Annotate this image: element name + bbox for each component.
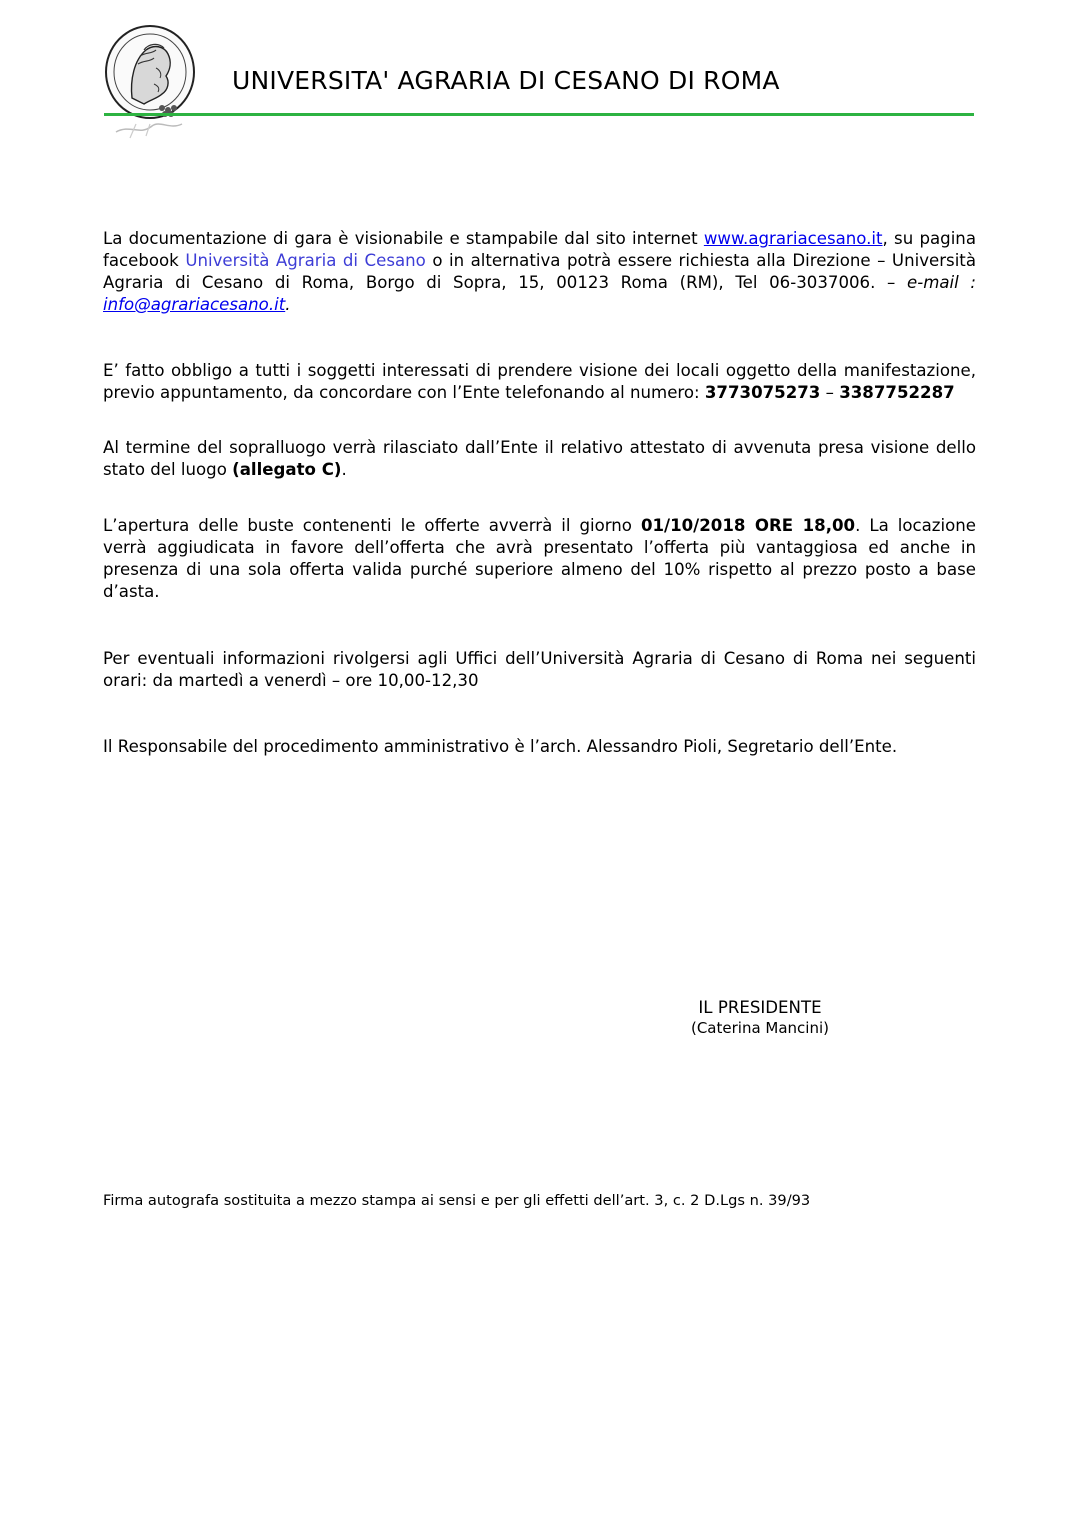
university-seal-logo — [100, 20, 200, 144]
website-link[interactable]: www.agrariacesano.it — [703, 229, 883, 248]
paragraph-inspection-certificate: Al termine del sopralluogo verrà rilasciato dall’Ente il relativo attestato di avvenuta presa visione dello stato del luogo (allegato C). — [103, 438, 976, 479]
phone-number-1: 3773075273 — [704, 383, 821, 402]
email-label: e-mail : — [907, 273, 976, 292]
facebook-page-link[interactable]: Università Agraria di Cesano — [185, 251, 426, 270]
signature-role: IL PRESIDENTE — [698, 998, 822, 1017]
opening-date: 01/10/2018 ORE 18,00 — [640, 516, 856, 535]
email-link[interactable]: info@agrariacesano.it — [103, 295, 286, 314]
attachment-reference: (allegato C) — [232, 460, 342, 479]
paragraph-opening-bids: L’apertura delle buste contenenti le offerte avverrà il giorno 01/10/2018 ORE 18,00. La locazione verrà aggiudicata in favore dell’offerta che avrà presentato l’offerta più vantaggiosa ed anche in presenza di una sola offerta valida purché superiore almeno del 10% rispetto al prezzo posto a base d’asta. — [103, 516, 976, 601]
footer-note: Firma autografa sostituita a mezzo stampa ai sensi e per gli effetti dell’art. 3, c. 2 D.Lgs n. 39/93 — [103, 1192, 811, 1209]
university-title: UNIVERSITA' AGRARIA DI CESANO DI ROMA — [232, 66, 780, 95]
signature-block — [640, 997, 880, 1039]
phone-number-2: 3387752287 — [839, 383, 955, 402]
paragraph-office-hours: Per eventuali informazioni rivolgersi agli Uffici dell’Università Agraria di Cesano di Roma nei seguenti orari: da martedì a venerdì – ore 10,00-12,30 — [103, 649, 976, 690]
letterhead — [100, 20, 976, 150]
paragraph-documentation: La documentazione di gara è visionabile e stampabile dal sito internet www.agrariacesano.it, su pagina facebook Università Agraria di Cesano o in alternativa potrà essere richiesta alla Direzione – Università Agraria di Cesano di Roma, Borgo di Sopra, 15, 00123 Roma (RM), Tel 06-3037006. – e-mail : info@agrariacesano.it. — [103, 229, 976, 314]
paragraph-responsible: Il Responsabile del procedimento amministrativo è l’arch. Alessandro Pioli, Segretario dell’Ente. — [103, 737, 898, 756]
header-divider — [104, 113, 974, 116]
signature-name: (Caterina Mancini) — [690, 1019, 829, 1037]
paragraph-site-visit: E’ fatto obbligo a tutti i soggetti interessati di prendere visione dei locali oggetto della manifestazione, previo appuntamento, da concordare con l’Ente telefonando al numero: 3773075273 – 3387752287 — [103, 361, 976, 402]
